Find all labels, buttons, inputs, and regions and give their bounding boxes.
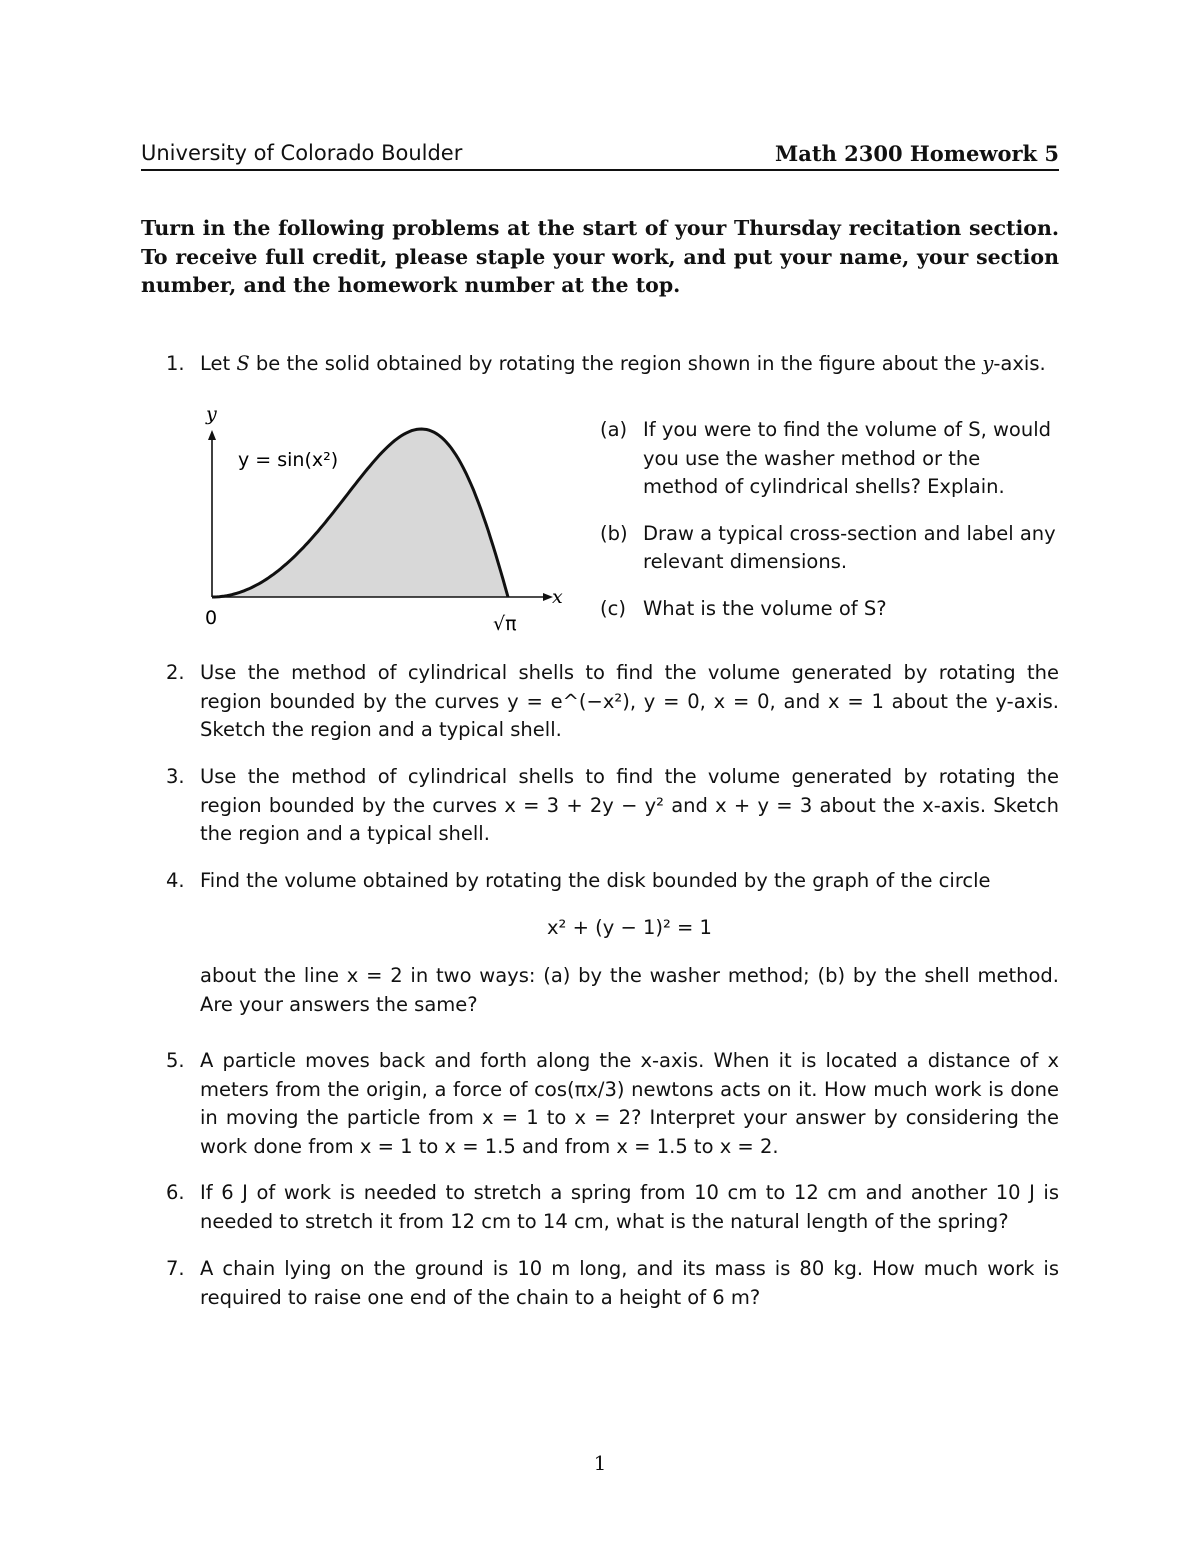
region-figure	[190, 400, 580, 640]
problem-7-text: A chain lying on the ground is 10 m long, and its mass is 80 kg. How much work is required to raise one end of the chain to a height of 6 m?	[200, 1257, 1059, 1309]
problem-number: 6.	[166, 1181, 185, 1204]
part-label: (c)	[600, 596, 626, 620]
problem-7	[141, 1255, 1059, 1312]
part-label: (b)	[600, 521, 628, 545]
problem-4-text-cont: about the line x = 2 in two ways: (a) by the washer method; (b) by the shell method. Are your answers the same?	[200, 964, 1059, 1016]
problem-3-text: Use the method of cylindrical shells to find the volume generated by rotating the region bounded by the curves x = 3 + 2y − y² and x + y = 3 about the x-axis. Sketch the region and a typical shell.	[200, 765, 1059, 845]
x-axis-label: x	[552, 586, 563, 608]
problem-1	[141, 350, 1059, 379]
y-axis-arrow	[208, 430, 216, 440]
problem-2	[141, 659, 1059, 745]
page-number: 1	[593, 1451, 607, 1475]
instructions: Turn in the following problems at the start of your Thursday recitation section. To receive full credit, please staple your work, and put your name, your section number, and the homework number at the top.	[141, 216, 1059, 297]
part-text: If you were to find the volume of S, would you use the washer method or the method of cylindrical shells? Explain.	[643, 418, 1052, 498]
curve-label: y = sin(x²)	[238, 449, 339, 471]
y-axis-label: y	[206, 403, 217, 425]
problem-number: 7.	[166, 1257, 185, 1280]
problem-6	[141, 1179, 1059, 1236]
problem-4-body	[200, 867, 1059, 1019]
circle-equation: x² + (y − 1)² = 1	[547, 915, 712, 939]
problem-5	[141, 1047, 1059, 1161]
header-institution: University of Colorado Boulder	[141, 141, 463, 165]
problem-1-parts	[600, 416, 1059, 641]
part-text: Draw a typical cross-section and label any relevant dimensions.	[643, 521, 1056, 573]
problem-3	[141, 763, 1059, 849]
origin-label: 0	[205, 607, 218, 629]
part-a	[600, 416, 1059, 502]
problem-number: 1.	[166, 352, 185, 375]
problem-number: 5.	[166, 1049, 185, 1072]
problem-number: 2.	[166, 661, 185, 684]
problem-number: 3.	[166, 765, 185, 788]
problem-2-text: Use the method of cylindrical shells to find the volume generated by rotating the region bounded by the curves y = e^(−x²), y = 0, x = 0, and x = 1 about the y-axis. Sketch the region and a typical shell.	[200, 661, 1059, 741]
problem-4-text: Find the volume obtained by rotating the disk bounded by the graph of the circle	[200, 869, 991, 892]
problem-6-text: If 6 J of work is needed to stretch a spring from 10 cm to 12 cm and another 10 J is needed to stretch it from 12 cm to 14 cm, what is the natural length of the spring?	[200, 1181, 1059, 1233]
region-graph	[190, 400, 580, 640]
problem-1-text: Let S be the solid obtained by rotating the region shown in the figure about the y-axis.	[200, 352, 1046, 375]
endpoint-label: √π	[493, 613, 517, 635]
problem-number: 4.	[166, 869, 185, 892]
problem-5-text: A particle moves back and forth along the x-axis. When it is located a distance of x meters from the origin, a force of cos(πx/3) newtons acts on it. How much work is done in moving the particle from x = 1 to x = 2? Interpret your answer by considering the work done from x = 1 to x = 1.5 and from x = 1.5 to x = 2.	[200, 1049, 1059, 1158]
header-course-title: Math 2300 Homework 5	[775, 141, 1059, 166]
header-rule	[141, 169, 1059, 171]
part-c	[600, 595, 1059, 624]
part-text: What is the volume of S?	[643, 596, 887, 620]
problem-4	[141, 867, 1059, 1019]
part-label: (a)	[600, 418, 628, 441]
part-b	[600, 520, 1059, 577]
